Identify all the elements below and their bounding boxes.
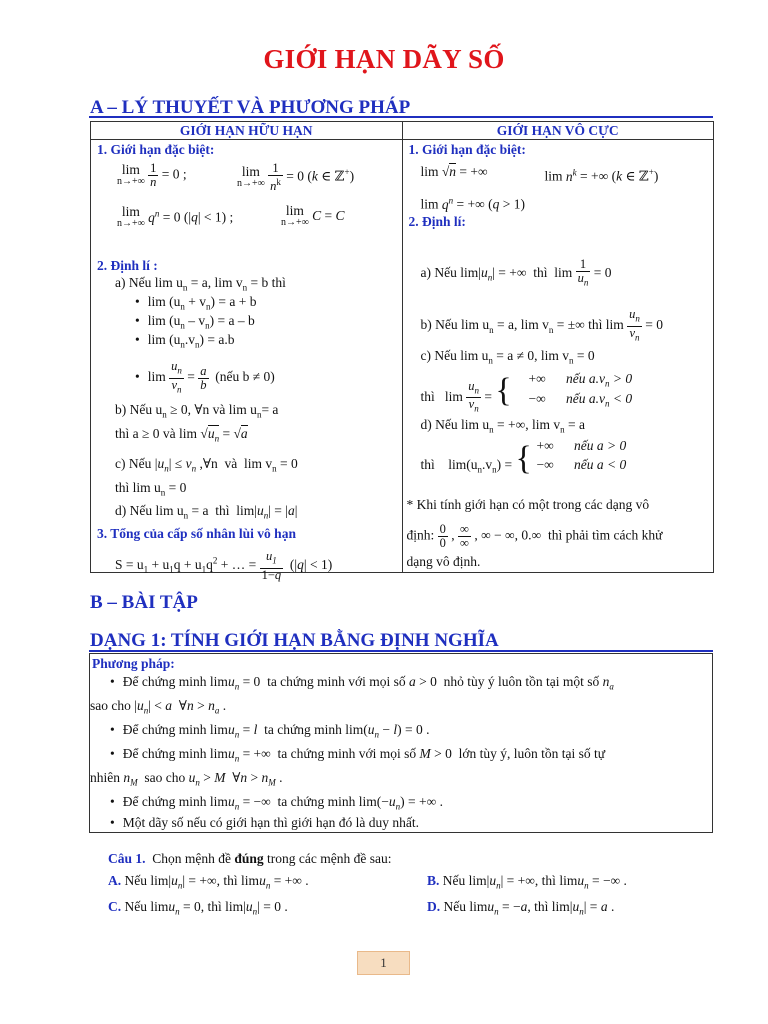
left-theorem-a: a) Nếu $\lim u_n = a$, $\lim v_n = b$ thì — [115, 275, 286, 293]
left-s2-heading: 2. Định lí : — [97, 258, 158, 273]
left-s1-heading: 1. Giới hạn đặc biệt: — [97, 142, 215, 157]
method-line-3: • Để chứng minh limu$_n$ = +∞ ta chứng minh với mọi số M > 0 lớn tùy ý, luôn tồn tại số tự — [110, 746, 605, 767]
left-theorem-b: b) Nếu $u_n \ge 0$, ∀n và $\lim u_n= a$ — [115, 402, 279, 420]
formula-lim-1-over-n: lim n→+∞ $\frac{1}{n}$ = 0 ; — [117, 161, 187, 189]
finite-limit-cell — [91, 140, 402, 582]
indeterminate-note-2: định: $\frac{0}{0}$ , $\frac{\infty}{\infty}$ , ∞ − ∞, 0.∞ thì phải tìm cách khử — [406, 522, 663, 550]
infinite-limit-cell — [403, 140, 714, 572]
dang1-heading: DẠNG 1: TÍNH GIỚI HẠN BẰNG ĐỊNH NGHĨA — [90, 630, 499, 651]
page-number: 1 — [357, 951, 410, 975]
right-theorem-c-then: thì lim $\frac{u_n}{v_n}$ = { — [420, 372, 512, 414]
left-theorem-c-then: thì $\lim u_n = 0$ — [115, 480, 187, 498]
indeterminate-note-3: dạng vô định. — [406, 554, 481, 569]
section-a-rule — [89, 116, 713, 118]
method-line-5: • Một dãy số nếu có giới hạn thì giới hạn đó là duy nhất. — [110, 815, 419, 831]
option-a[interactable]: A. Nếu $\lim|u_n|$ = +∞, thì limu$_n$ = +∞ . — [108, 873, 309, 891]
case-d-plus: +∞ nếu a > 0 — [536, 438, 627, 453]
right-theorem-d: d) Nếu $\lim u_n$ = +∞, $\lim v_n = a$ — [420, 417, 585, 435]
formula-lim-nk: $\lim n^k$ = +∞ (k ∈ ℤ+) — [544, 167, 659, 184]
case-c-minus: −∞ nếu $a.v_n < 0$ — [528, 391, 633, 409]
formula-lim-qn: lim n→+∞ $q^n = 0$ (|q| < 1) ; — [117, 204, 234, 230]
method-line-4: • Để chứng minh limu$_n$ = −∞ ta chứng minh $\lim(-u_n)$ = +∞ . — [110, 794, 443, 815]
page-title: GIỚI HẠN DÃY SỐ — [263, 44, 505, 74]
left-column-header: GIỚI HẠN HỮU HẠN — [91, 122, 403, 140]
left-theorem-c: c) Nếu $|u_n| \le v_n$ ,∀n và $\lim v_n = 0$ — [115, 456, 298, 474]
option-d[interactable]: D. Nếu limu$_n$ = −a, thì $\lim|u_n| = a$ . — [427, 899, 615, 917]
section-a-heading: A – LÝ THUYẾT VÀ PHƯƠNG PHÁP — [90, 97, 411, 118]
option-b[interactable]: B. Nếu $\lim|u_n|$ = +∞, thì limu$_n$ = −∞ . — [427, 873, 627, 891]
option-c[interactable]: C. Nếu limu$_n$ = 0, thì $\lim|u_n| = 0$ . — [108, 899, 288, 917]
geometric-series-sum: $S = u_1 + u_1q + u_1q^2$ + … = $\frac{u_1}{1-q}$ (|q| < 1) — [115, 549, 333, 582]
right-s2-heading: 2. Định lí: — [408, 214, 466, 229]
theory-table — [90, 121, 714, 582]
right-theorem-a: a) Nếu $\lim|u_n|$ = +∞ thì lim $\frac{1}{u_n}$ = 0 — [420, 257, 612, 288]
theorem-a-prod: • $\lim (u_n.v_n) = a.b$ — [135, 332, 234, 353]
indeterminate-note-1: * Khi tính giới hạn có một trong các dạng vô — [406, 497, 650, 512]
formula-lim-qn-inf: $\lim q^n$ = +∞ (q > 1) — [420, 195, 525, 212]
formula-lim-c: lim n→+∞ C = C — [281, 203, 345, 228]
section-b-heading: B – BÀI TẬP — [90, 592, 198, 613]
method-line-3b: nhiên $n_M$ sao cho $u_n > M$ ∀n > $n_M$ . — [90, 770, 283, 788]
case-d-minus: −∞ nếu a < 0 — [536, 457, 627, 472]
theorem-a-diff: • $\lim (u_n - v_n) = a - b$ — [135, 313, 255, 334]
right-theorem-c: c) Nếu $\lim u_n = a \ne 0$, $\lim v_n = 0$ — [420, 348, 595, 366]
left-theorem-d: d) Nếu $\lim u_n = a$ thì $\lim|u_n| = |a|$ — [115, 503, 298, 521]
case-c-plus: +∞ nếu $a.v_n > 0$ — [528, 371, 633, 389]
method-line-1b: sao cho $|u_n| < a$ ∀n > $n_a$ . — [90, 698, 227, 716]
method-line-2: • Để chứng minh limu$_n$ = l ta chứng minh $\lim(u_n - l) = 0$ . — [110, 722, 430, 743]
theorem-a-quot: • lim $\frac{u_n}{v_n}$ = $\frac{a}{b}$ (nếu b ≠ 0) — [135, 360, 275, 396]
formula-lim-sqrt-n: lim √n = +∞ — [420, 164, 488, 179]
method-label: Phương pháp: — [92, 656, 175, 671]
right-column-header: GIỚI HẠN VÔ CỰC — [402, 122, 714, 140]
dang1-rule — [89, 650, 713, 652]
method-line-1: • Để chứng minh limu$_n$ = 0 ta chứng minh với mọi số a > 0 nhỏ tùy ý luôn tồn tại một số $n_a$ — [110, 674, 614, 695]
theorem-a-sum: • $\lim (u_n + v_n) = a + b$ — [135, 294, 256, 315]
right-s1-heading: 1. Giới hạn đặc biệt: — [408, 142, 526, 157]
formula-lim-1-over-nk: lim n→+∞ $\frac{1}{n^k}$ = 0 (k ∈ ℤ+) — [237, 161, 355, 194]
left-theorem-b-then: thì a ≥ 0 và $\lim √u_n = √a$ — [115, 426, 248, 444]
left-s3-heading: 3. Tổng của cấp số nhân lùi vô hạn — [97, 526, 296, 541]
right-theorem-b: b) Nếu $\lim u_n = a$, $\lim v_n$ = ±∞ thì lim $\frac{u_n}{v_n}$ = 0 — [420, 307, 664, 342]
method-box — [89, 653, 713, 833]
right-theorem-d-then: thì $\lim(u_n.v_n)$ = { — [420, 440, 532, 477]
question-1-stem: Câu 1. Chọn mệnh đề đúng trong các mệnh đề sau: — [108, 851, 392, 866]
